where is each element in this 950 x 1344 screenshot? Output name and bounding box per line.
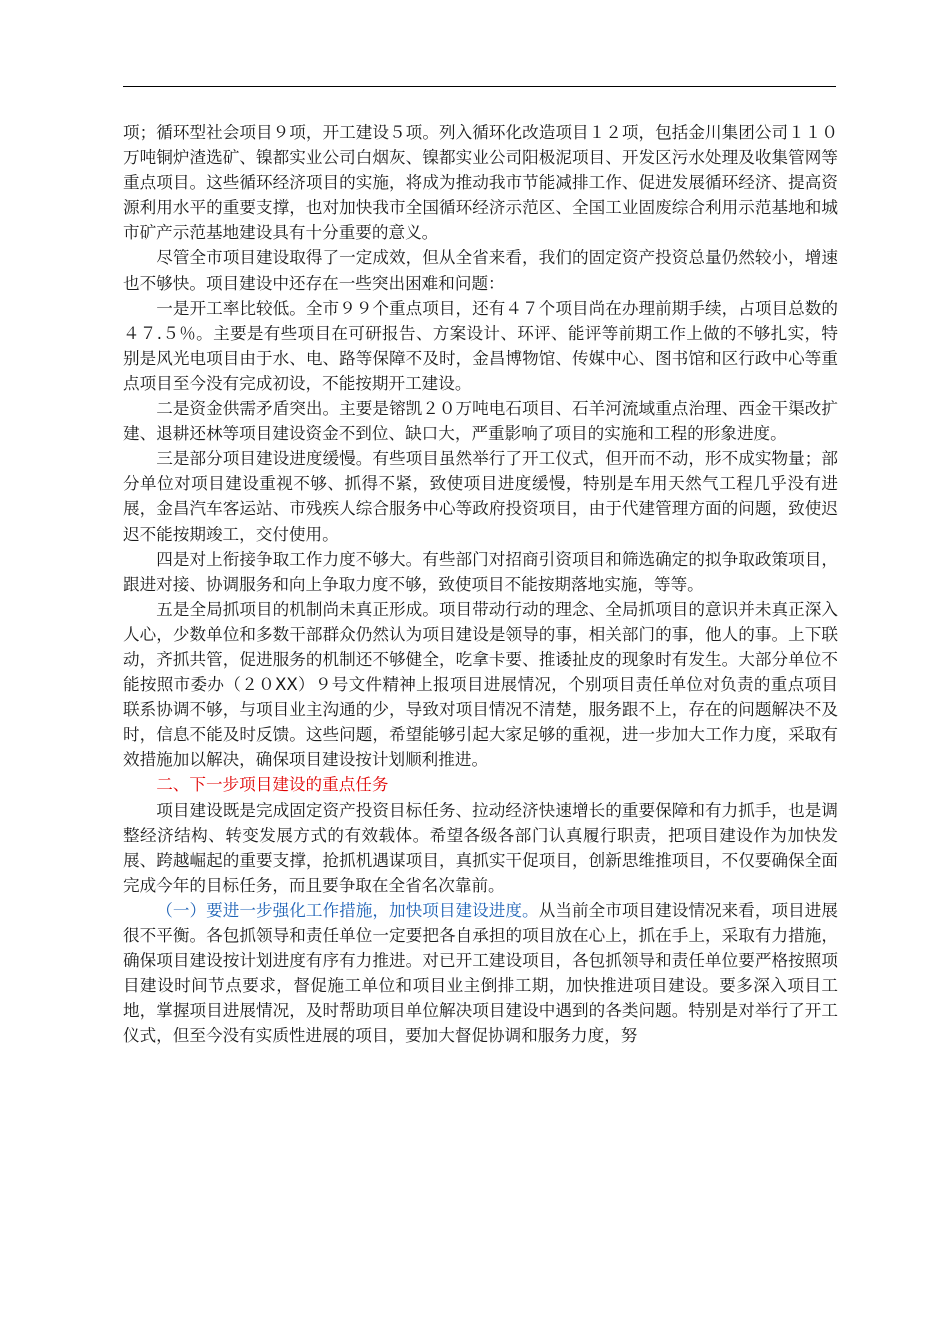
paragraph-issue-5: 五是全局抓项目的机制尚未真正形成。项目带动行动的理念、全局抓项目的意识并未真正深入人心，少数单位和多数干部群众仍然认为项目建设是领导的事，相关部门的事，他人的事。上下联动，齐抓共管，促进服务的机制还不够健全，吃拿卡要、推诿扯皮的现象时有发生。大部分单位不能按照市委办（２０XX）９号文件精神上报项目进展情况，个别项目责任单位对负责的重点项目联系协调不够，与项目业主沟通的少，导致对项目情况不清楚，服务跟不上，存在的问题解决不及时，信息不能及时反馈。这些问题，希望能够引起大家足够的重视，进一步加大工作力度，采取有效措施加以解决，确保项目建设按计划顺利推进。 [123, 599, 838, 770]
document-body [123, 120, 838, 1048]
paragraph-issue-2: 二是资金供需矛盾突出。主要是镕凯２０万吨电石项目、石羊河流域重点治理、西金干渠改扩建、退耕还林等项目建设资金不到位、缺口大，严重影响了项目的实施和工程的形象进度。 [123, 399, 838, 444]
header-rule [123, 86, 836, 87]
paragraph-section-intro: 项目建设既是完成固定资产投资目标任务、拉动经济快速增长的重要保障和有力抓手，也是调整经济结构、转变发展方式的有效载体。希望各级各部门认真履行职责，把项目建设作为加快发展、跨越崛起的重要支撑，抢抓机遇谋项目，真抓实干促项目，创新思维推项目，不仅要确保全面完成今年的目标任务，而且要争取在全省名次靠前。 [123, 800, 838, 895]
paragraph-continued: 项；循环型社会项目９项，开工建设５项。列入循环化改造项目１２项，包括金川集团公司１１０万吨铜炉渣选矿、镍都实业公司白烟灰、镍都实业公司阳极泥项目、开发区污水处理及收集管网等重点项目。这些循环经济项目的实施，将成为推动我市节能减排工作、促进发展循环经济、提高资源利用水平的重要支撑，也对加快我市全国循环经济示范区、全国工业固废综合利用示范基地和城市矿产示范基地建设具有十分重要的意义。 [123, 123, 838, 243]
paragraph-subsection-1 [123, 898, 838, 1049]
paragraph-issue-3: 三是部分项目建设进度缓慢。有些项目虽然举行了开工仪式，但开而不动，形不成实物量；部分单位对项目建设重视不够、抓得不紧，致使项目进度缓慢，特别是车用天然气工程几乎没有进展，金昌汽车客运站、市残疾人综合服务中心等政府投资项目，由于代建管理方面的问题，致使迟迟不能按期竣工，交付使用。 [123, 449, 838, 544]
subsection-heading: （一）要进一步强化工作措施，加快项目建设进度。 [156, 900, 539, 920]
section-heading: 二、下一步项目建设的重点任务 [156, 775, 389, 795]
paragraph-overview: 尽管全市项目建设取得了一定成效，但从全省来看，我们的固定资产投资总量仍然较小，增速也不够快。项目建设中还存在一些突出困难和问题： [123, 248, 838, 293]
paragraph-issue-4: 四是对上衔接争取工作力度不够大。有些部门对招商引资项目和筛选确定的拟争取政策项目，跟进对接、协调服务和向上争取力度不够，致使项目不能按期落地实施，等等。 [123, 549, 838, 594]
paragraph-issue-1: 一是开工率比较低。全市９９个重点项目，还有４７个项目尚在办理前期手续，占项目总数的４７.５％。主要是有些项目在可研报告、方案设计、环评、能评等前期工作上做的不够扎实，特别是风光电项目由于水、电、路等保障不及时，金昌博物馆、传媒中心、图书馆和区行政中心等重点项目至今没有完成初设，不能按期开工建设。 [123, 298, 838, 393]
subsection-body: 从当前全市项目建设情况来看，项目进展很不平衡。各包抓领导和责任单位一定要把各自承担的项目放在心上，抓在手上，采取有力措施，确保项目建设按计划进度有序有力推进。对已开工建设项目，各包抓领导和责任单位要严格按照项目建设时间节点要求，督促施工单位和项目业主倒排工期，加快推进项目建设。要多深入项目工地，掌握项目进展情况，及时帮助项目单位解决项目建设中遇到的各类问题。特别是对举行了开工仪式，但至今没有实质性进展的项目，要加大督促协调和服务力度，努 [123, 900, 838, 1046]
